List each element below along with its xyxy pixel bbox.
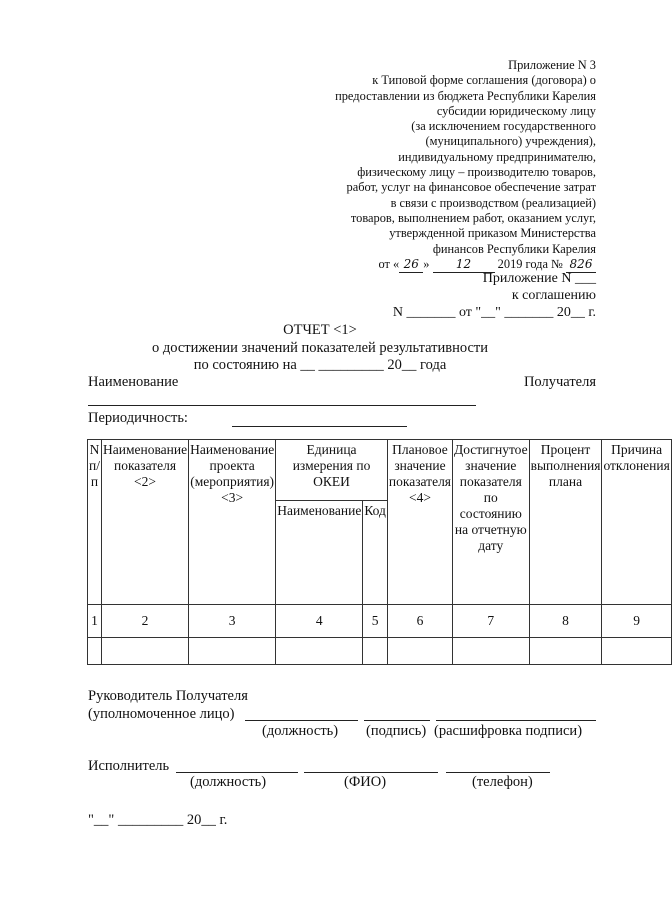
exec-phone-fill-line <box>446 772 550 773</box>
header-num: N п/п <box>88 440 102 605</box>
annex-line: индивидуальному предпринимателю, <box>398 149 596 164</box>
appendix-number-line: N _______ от "__" _______ 20__ г. <box>392 305 596 320</box>
appendix-block <box>393 270 596 321</box>
table-row <box>88 638 672 665</box>
annex-line: утвержденной приказом Министерства <box>389 226 596 241</box>
recipient-label: Получателя <box>523 374 596 390</box>
annex-line: Приложение N 3 <box>508 58 596 72</box>
period-fill-line <box>232 426 407 427</box>
report-table <box>87 439 672 665</box>
table-cell <box>529 638 602 665</box>
exec-position-caption: (должность) <box>190 774 267 790</box>
head-label-2: (уполномоченное лицо) <box>88 706 235 722</box>
annex-line: к Типовой форме соглашения (договора) о <box>372 73 596 88</box>
column-number: 9 <box>602 605 671 638</box>
annex-line: финансов Республики Карелия <box>432 241 596 256</box>
column-number: 2 <box>101 605 188 638</box>
annex-line: субсидии юридическому лицу <box>436 103 596 118</box>
annex-date-day: 26 <box>399 257 423 273</box>
annex-line: (муниципального) учреждения), <box>425 134 596 149</box>
annex-line: работ, услуг на финансовое обеспечение затрат <box>346 180 596 195</box>
decoding-fill-line <box>436 720 596 721</box>
table-cell <box>453 638 530 665</box>
position-fill-line <box>245 720 358 721</box>
column-number: 3 <box>189 605 276 638</box>
table-cell <box>363 638 388 665</box>
report-title: ОТЧЕТ <1> <box>283 322 357 338</box>
appendix-title: Приложение N ___ <box>482 271 596 286</box>
table-cell <box>88 638 102 665</box>
annex-line: предоставлении из бюджета Республики Карелия <box>335 88 596 103</box>
header-unit-name: Наименование <box>276 501 363 605</box>
exec-name-fill-line <box>304 772 438 773</box>
table-cell <box>276 638 363 665</box>
header-unit: Единица измерения по ОКЕИ <box>276 440 388 501</box>
decoding-caption: (расшифровка подписи) <box>434 723 583 739</box>
report-date-line: по состоянию на __ _________ 20__ года <box>193 357 447 373</box>
annex-line: товаров, выполнением работ, оказанием услуг, <box>350 210 596 225</box>
header-unit-code: Код <box>363 501 388 605</box>
report-subtitle: о достижении значений показателей результативности <box>151 340 489 356</box>
column-number: 5 <box>363 605 388 638</box>
executor-label: Исполнитель <box>88 758 170 774</box>
header-percent: Процент выполнения плана <box>529 440 602 605</box>
header-achieved: Достигнутое значение показателя по состоянию на отчетную дату <box>453 440 530 605</box>
column-number: 8 <box>529 605 602 638</box>
annex-line: в связи с производством (реализацией) <box>390 195 596 210</box>
column-number: 1 <box>88 605 102 638</box>
exec-name-caption: (ФИО) <box>344 774 387 790</box>
header-reasons: Причина отклонения <box>602 440 671 605</box>
annex-line: физическому лицу – производителю товаров, <box>357 165 596 180</box>
annex-doc-number: 826 <box>566 257 596 273</box>
signature-fill-line <box>364 720 430 721</box>
position-caption: (должность) <box>262 723 339 739</box>
table-cell <box>101 638 188 665</box>
head-label-1: Руководитель Получателя <box>88 688 248 704</box>
exec-phone-caption: (телефон) <box>472 774 533 790</box>
name-fill-line <box>88 405 476 406</box>
table-cell <box>602 638 671 665</box>
annex-line: (за исключением государственного <box>411 119 596 134</box>
exec-position-fill-line <box>176 772 298 773</box>
period-label: Периодичность: <box>88 410 188 426</box>
name-label: Наименование <box>88 374 179 390</box>
column-number: 7 <box>453 605 530 638</box>
column-number: 4 <box>276 605 363 638</box>
header-project: Наименование проекта (мероприятия) <3> <box>189 440 276 605</box>
header-indicator: Наименование показателя <2> <box>101 440 188 605</box>
annex-header <box>266 58 596 273</box>
header-planned: Плановое значение показателя <4> <box>387 440 452 605</box>
table-cell <box>387 638 452 665</box>
column-number: 6 <box>387 605 452 638</box>
date-line: "__" _________ 20__ г. <box>88 812 228 828</box>
annex-date-month: 12 <box>433 257 495 273</box>
appendix-subtitle: к соглашению <box>511 288 596 303</box>
signature-caption: (подпись) <box>366 723 427 739</box>
annex-date-line: от « 26 » 12 2019 года № 826 <box>266 257 596 273</box>
table-cell <box>189 638 276 665</box>
